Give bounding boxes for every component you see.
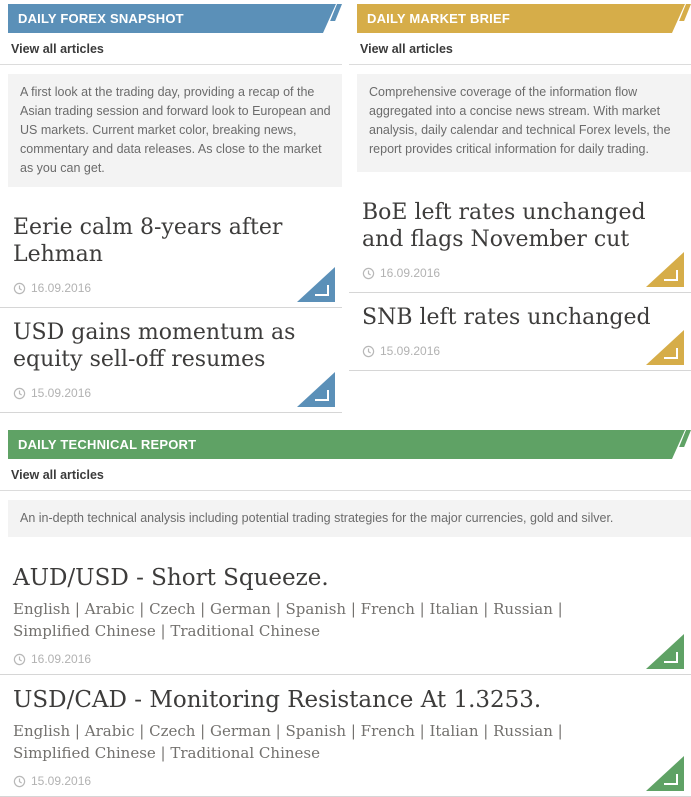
article-date: 16.09.2016	[31, 281, 92, 295]
article-card[interactable]	[0, 308, 342, 413]
article-card[interactable]	[0, 675, 691, 797]
panel-title: DAILY FOREX SNAPSHOT	[18, 11, 184, 26]
clock-icon	[13, 775, 26, 788]
article-title[interactable]: USD/CAD - Monitoring Resistance At 1.3253.	[13, 687, 542, 713]
article-date-row	[13, 386, 336, 400]
article-date-row	[13, 281, 336, 295]
article-date-row	[362, 266, 685, 280]
panel-title: DAILY TECHNICAL REPORT	[18, 437, 197, 452]
view-all-articles-link[interactable]: View all articles	[349, 33, 691, 65]
article-languages[interactable]: English | Arabic | Czech | German | Spanish | French | Italian | Russian | Simplified Chinese | Traditional Chinese	[13, 722, 563, 762]
article-date: 15.09.2016	[31, 386, 92, 400]
corner-arrow-mark	[315, 390, 329, 401]
clock-icon	[362, 267, 375, 280]
article-title[interactable]: BoE left rates unchanged and flags November cut	[362, 200, 646, 252]
panel-description: Comprehensive coverage of the information flow aggregated into a concise news stream. With market analysis, daily calendar and technical Forex levels, the report provides critical information for daily trading.	[357, 74, 691, 172]
article-title[interactable]: SNB left rates unchanged	[362, 305, 651, 330]
clock-icon	[362, 345, 375, 358]
article-languages[interactable]: English | Arabic | Czech | German | Spanish | French | Italian | Russian | Simplified Chinese | Traditional Chinese	[13, 600, 563, 640]
article-date: 15.09.2016	[380, 344, 441, 358]
article-date-row	[13, 652, 685, 666]
article-title[interactable]: Eerie calm 8-years after Lehman	[13, 215, 283, 267]
article-card[interactable]	[0, 203, 342, 308]
corner-arrow-mark	[664, 652, 678, 663]
panel-description: An in-depth technical analysis including potential trading strategies for the major currencies, gold and silver.	[8, 500, 691, 537]
article-date-row	[362, 344, 685, 358]
article-date-row	[13, 774, 685, 788]
clock-icon	[13, 282, 26, 295]
panel-daily-forex-snapshot	[0, 0, 342, 413]
panel-daily-market-brief	[349, 0, 691, 371]
panel-daily-technical-report	[0, 430, 691, 797]
clock-icon	[13, 387, 26, 400]
panel-header-band	[8, 430, 691, 459]
article-title[interactable]: AUD/USD - Short Squeeze.	[13, 565, 329, 591]
corner-arrow-mark	[664, 348, 678, 359]
corner-arrow-mark	[315, 285, 329, 296]
article-card[interactable]	[0, 553, 691, 675]
article-date: 16.09.2016	[380, 266, 441, 280]
clock-icon	[13, 653, 26, 666]
view-all-articles-link[interactable]: View all articles	[0, 33, 342, 65]
article-card[interactable]	[349, 293, 691, 371]
article-card[interactable]	[349, 188, 691, 293]
panel-title: DAILY MARKET BRIEF	[367, 11, 511, 26]
panel-description: A first look at the trading day, providing a recap of the Asian trading session and forward look to European and US markets. Current market color, breaking news, commentary and data releases. As close to the market as you can get.	[8, 74, 342, 187]
panel-header-band	[8, 4, 342, 33]
view-all-articles-link[interactable]: View all articles	[0, 459, 691, 491]
panel-header-band	[357, 4, 691, 33]
article-date: 15.09.2016	[31, 774, 92, 788]
article-date: 16.09.2016	[31, 652, 92, 666]
article-title[interactable]: USD gains momentum as equity sell-off resumes	[13, 320, 296, 372]
corner-arrow-mark	[664, 270, 678, 281]
